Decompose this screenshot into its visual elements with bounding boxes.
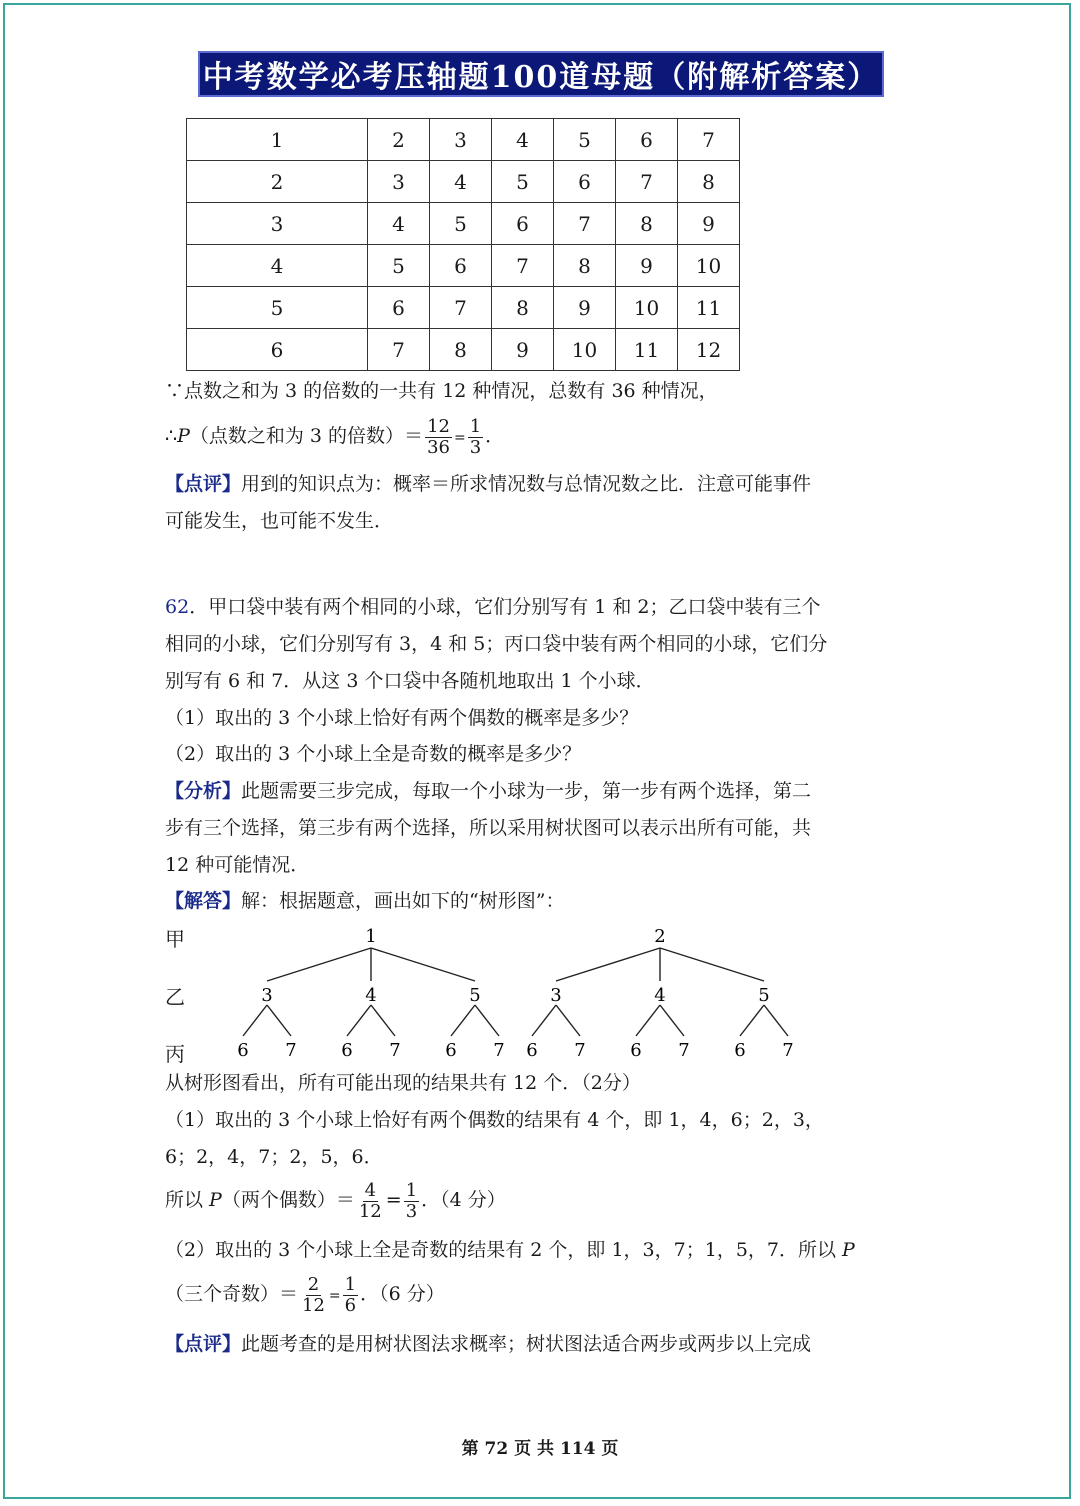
table-cell: 3 — [430, 119, 492, 161]
table-cell: 5 — [368, 245, 430, 287]
table-cell: 7 — [616, 161, 678, 203]
fraction: $\frac{1}{3}$ — [469, 415, 482, 458]
tree-node-bing: 7 — [493, 1040, 505, 1061]
table-cell: 10 — [678, 245, 740, 287]
tree-diagram — [230, 922, 820, 1062]
page-title: 中考数学必考压轴题100道母题（附解析答案） — [202, 60, 880, 95]
table-cell: 7 — [554, 203, 616, 245]
answer-line1: 【解答】解：根据题意，画出如下的“树形图”： — [165, 890, 565, 912]
page-footer: 第 72 页 共 114 页 — [461, 1439, 619, 1459]
tree-node-bing: 6 — [445, 1040, 457, 1061]
tree-node-yi: 4 — [654, 985, 666, 1006]
tree-branch — [371, 948, 475, 981]
part2-line1: （2）取出的 3 个小球上全是奇数的结果有 2 个，即 1，3，7；1，5，7．所以 P — [165, 1239, 855, 1261]
table-cell: 7 — [430, 287, 492, 329]
q62-line3: 别写有 6 和 7．从这 3 个口袋中各随机地取出 1 个小球． — [165, 670, 655, 692]
tree-node-bing: 7 — [574, 1040, 586, 1061]
table-cell: 3 — [368, 161, 430, 203]
tree-branch — [764, 1005, 788, 1036]
table-cell: 6 — [430, 245, 492, 287]
table-cell: 7 — [492, 245, 554, 287]
fraction: $\frac{12}{36}$ — [427, 415, 450, 458]
part2-prob-line: （三个奇数）＝ $\frac{2}{12}$ = $\frac{1}{6}$ ．（6 分） — [165, 1273, 445, 1316]
fraction: $\frac{1}{6}$ — [344, 1273, 357, 1316]
table-cell: 9 — [678, 203, 740, 245]
table-cell: 9 — [492, 329, 554, 371]
table-cell: 8 — [616, 203, 678, 245]
table-cell: 10 — [554, 329, 616, 371]
table-cell: 3 — [187, 203, 368, 245]
q62-line2: 相同的小球，它们分别写有 3，4 和 5；丙口袋中装有两个相同的小球，它们分 — [165, 633, 828, 655]
tree-branch — [556, 1005, 580, 1036]
comment-61-line2: 可能发生，也可能不发生． — [165, 510, 394, 532]
comment-62-line1: 【点评】此题考查的是用树状图法求概率；树状图法适合两步或两步以上完成 — [165, 1333, 812, 1355]
table-cell: 8 — [678, 161, 740, 203]
table-cell: 2 — [368, 119, 430, 161]
fraction: $\frac{4}{12}$ — [358, 1179, 382, 1222]
therefore-line: ∴P（点数之和为 3 的倍数）＝ $\frac{12}{36}$ = $\frac{1}{3}$ ． — [165, 415, 505, 458]
tree-branch — [451, 1005, 475, 1036]
tree-branch — [371, 1005, 395, 1036]
table-cell: 6 — [616, 119, 678, 161]
table-row — [187, 119, 740, 161]
fraction: $\frac{2}{12}$ — [302, 1273, 325, 1316]
tree-branch — [740, 1005, 764, 1036]
tree-node-bing: 7 — [285, 1040, 297, 1061]
tree-branch — [243, 1005, 267, 1036]
table-cell: 2 — [187, 161, 368, 203]
tree-node-bing: 6 — [237, 1040, 249, 1061]
table-row — [187, 287, 740, 329]
tree-node-yi: 4 — [365, 985, 377, 1006]
tree-branch — [636, 1005, 660, 1036]
tree-branch — [532, 1005, 556, 1036]
analysis-line1: 【分析】此题需要三步完成，每取一个小球为一步，第一步有两个选择，第二 — [165, 780, 812, 802]
tree-node-bing: 6 — [526, 1040, 538, 1061]
result-line: 从树形图看出，所有可能出现的结果共有 12 个．（2分） — [165, 1072, 641, 1094]
table-cell: 11 — [678, 287, 740, 329]
table-cell: 7 — [368, 329, 430, 371]
comment-61-line1: 【点评】用到的知识点为：概率＝所求情况数与总情况数之比．注意可能事件 — [165, 473, 812, 495]
table-cell: 9 — [616, 245, 678, 287]
table-row — [187, 203, 740, 245]
question-number: 62 — [165, 596, 190, 618]
tree-branch — [475, 1005, 499, 1036]
table-cell: 4 — [368, 203, 430, 245]
table-cell: 1 — [187, 119, 368, 161]
sum-table — [186, 118, 740, 371]
tree-label-jia: 甲 — [165, 927, 185, 951]
tree-node-bing: 6 — [734, 1040, 746, 1061]
table-cell: 12 — [678, 329, 740, 371]
part1-line1: （1）取出的 3 个小球上恰好有两个偶数的结果有 4 个，即 1，4，6；2，3， — [165, 1109, 824, 1131]
table-cell: 5 — [187, 287, 368, 329]
table-cell: 4 — [430, 161, 492, 203]
q62-sub2: （2）取出的 3 个小球上全是奇数的概率是多少？ — [165, 743, 582, 765]
tree-branch — [267, 1005, 291, 1036]
table-cell: 8 — [492, 287, 554, 329]
table-row — [187, 161, 740, 203]
table-cell: 5 — [430, 203, 492, 245]
tree-label-bing: 丙 — [165, 1042, 185, 1066]
comment-tag: 【点评】 — [165, 473, 242, 495]
analysis-line2: 步有三个选择，第三步有两个选择，所以采用树状图可以表示出所有可能，共 — [165, 817, 812, 839]
tree-node-jia: 2 — [654, 926, 666, 947]
tree-node-yi: 5 — [469, 985, 481, 1006]
tree-node-bing: 6 — [630, 1040, 642, 1061]
table-cell: 6 — [187, 329, 368, 371]
table-cell: 6 — [368, 287, 430, 329]
table-cell: 6 — [492, 203, 554, 245]
q62-line1: 62．甲口袋中装有两个相同的小球，它们分别写有 1 和 2；乙口袋中装有三个 — [165, 596, 821, 618]
part1-prob-line: 所以 P（两个偶数）＝ $\frac{4}{12}$ = $\frac{1}{3}$ ．（4 分） — [165, 1179, 506, 1222]
tree-node-yi: 3 — [550, 985, 562, 1006]
title-banner — [198, 51, 884, 97]
tree-node-bing: 7 — [782, 1040, 794, 1061]
tree-branch — [660, 1005, 684, 1036]
table-cell: 8 — [554, 245, 616, 287]
table-cell: 4 — [492, 119, 554, 161]
table-cell: 11 — [616, 329, 678, 371]
tree-node-jia: 1 — [365, 926, 377, 947]
tree-branch — [660, 948, 764, 981]
tree-node-bing: 7 — [678, 1040, 690, 1061]
tree-node-yi: 3 — [261, 985, 273, 1006]
table-cell: 7 — [678, 119, 740, 161]
table-cell: 5 — [554, 119, 616, 161]
table-row — [187, 245, 740, 287]
table-cell: 10 — [616, 287, 678, 329]
table-cell: 6 — [554, 161, 616, 203]
table-row — [187, 329, 740, 371]
analysis-line3: 12 种可能情况． — [165, 854, 310, 876]
tree-node-bing: 7 — [389, 1040, 401, 1061]
tree-branch — [347, 1005, 371, 1036]
answer-tag: 【解答】 — [165, 890, 242, 912]
table-cell: 9 — [554, 287, 616, 329]
tree-node-yi: 5 — [758, 985, 770, 1006]
comment-tag: 【点评】 — [165, 1333, 242, 1355]
tree-node-bing: 6 — [341, 1040, 353, 1061]
fraction: $\frac{1}{3}$ — [405, 1179, 418, 1222]
because-line: ∵点数之和为 3 的倍数的一共有 12 种情况，总数有 36 种情况， — [165, 380, 718, 402]
tree-branch — [556, 948, 660, 981]
table-cell: 5 — [492, 161, 554, 203]
tree-label-yi: 乙 — [165, 985, 185, 1009]
q62-sub1: （1）取出的 3 个小球上恰好有两个偶数的概率是多少？ — [165, 707, 639, 729]
analysis-tag: 【分析】 — [165, 780, 242, 802]
tree-branch — [267, 948, 371, 981]
table-cell: 8 — [430, 329, 492, 371]
part1-line2: 6；2，4，7；2，5，6． — [165, 1146, 383, 1168]
table-cell: 4 — [187, 245, 368, 287]
